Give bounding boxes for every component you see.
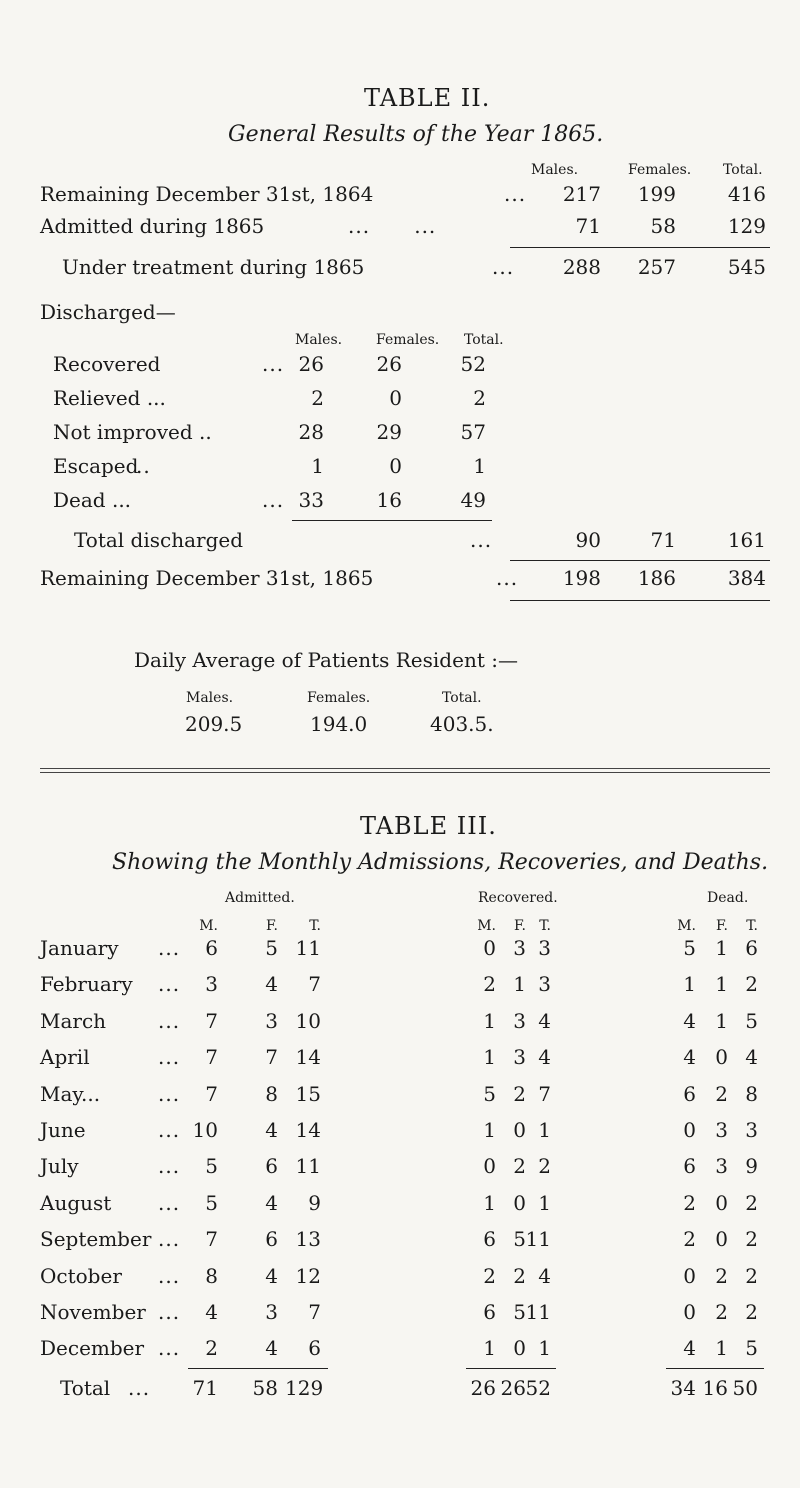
dead-cell: 2 [745, 1227, 758, 1252]
month-label: July [40, 1154, 79, 1179]
dead-cell: 3 [715, 1154, 728, 1179]
admitted-cell: 12 [295, 1263, 321, 1288]
recovered-subheader: F. [514, 918, 526, 934]
value-females: 58 [650, 214, 676, 238]
dead-cell: 3 [715, 1118, 728, 1142]
recovered-cell: 1 [483, 1045, 496, 1070]
admitted-cell: 7 [205, 1081, 218, 1106]
dead-cell: 2 [715, 1300, 728, 1324]
month-label: May... [40, 1081, 101, 1106]
discharged-value-females: 0 [389, 454, 402, 478]
daily-average-header-total: Total. [442, 690, 482, 706]
dead-cell: 9 [745, 1154, 758, 1179]
dead-cell: 1 [715, 972, 728, 997]
admitted-subheader: T. [309, 918, 321, 934]
admitted-cell: 5 [205, 1190, 218, 1215]
recovered-cell: 1 [538, 1190, 551, 1215]
table-ii-subtitle: General Results of the Year 1865. [228, 122, 604, 147]
leader-dots: ... [158, 1227, 181, 1252]
admitted-cell: 58 [252, 1376, 278, 1400]
recovered-cell: 11 [525, 1227, 551, 1252]
value-females: 199 [637, 182, 676, 206]
recovered-cell: 2 [513, 1081, 526, 1106]
recovered-cell: 1 [513, 972, 526, 997]
col-header-females: Females. [628, 162, 692, 178]
leader-dots: ... ... [348, 214, 437, 238]
admitted-cell: 8 [205, 1263, 218, 1288]
admitted-cell: 6 [265, 1227, 278, 1252]
leader-dots: ... [158, 1300, 181, 1324]
table-ii-title: TABLE II. [364, 84, 491, 112]
admitted-cell: 71 [192, 1376, 218, 1400]
dead-cell: 0 [683, 1118, 696, 1142]
leader-dots: ... [470, 528, 493, 552]
leader-dots: ... [158, 972, 181, 997]
discharged-header-males: Males. [295, 332, 343, 348]
dead-cell: 50 [732, 1376, 758, 1400]
recovered-subheader: M. [477, 918, 496, 934]
dead-cell: 0 [715, 1227, 728, 1252]
value-males: 198 [562, 566, 601, 590]
value-males: 288 [562, 255, 601, 279]
dead-cell: 2 [745, 972, 758, 997]
dead-cell: 2 [683, 1227, 696, 1252]
admitted-cell: 14 [295, 1118, 321, 1142]
group-header-admitted: Admitted. [225, 890, 295, 906]
value-total: 161 [727, 528, 766, 552]
daily-average-total: 403.5. [430, 712, 494, 736]
discharged-value-total: 1 [473, 454, 486, 478]
recovered-cell: 0 [483, 936, 496, 960]
value-total: 129 [727, 214, 766, 238]
admitted-cell: 5 [205, 1154, 218, 1179]
recovered-cell: 2 [513, 1154, 526, 1179]
dead-cell: 2 [745, 1300, 758, 1324]
total-rule [188, 1368, 328, 1369]
dead-cell: 2 [683, 1190, 696, 1215]
table-iii-subtitle: Showing the Monthly Admissions, Recoveries, and Deaths. [112, 850, 769, 875]
dead-subheader: F. [716, 918, 728, 934]
admitted-cell: 4 [265, 1190, 278, 1215]
admitted-cell: 129 [285, 1376, 324, 1400]
month-label: February [40, 972, 133, 997]
admitted-cell: 3 [265, 1300, 278, 1324]
discharged-row-label: Relieved ... [53, 386, 166, 410]
discharged-value-males: 2 [311, 386, 324, 410]
value-males: 90 [575, 528, 601, 552]
dead-subheader: T. [746, 918, 758, 934]
month-label: June [40, 1118, 86, 1142]
leader-dots: ... [158, 1336, 181, 1361]
recovered-cell: 1 [483, 1118, 496, 1142]
month-label: December [40, 1336, 145, 1361]
dead-cell: 5 [745, 1008, 758, 1033]
month-label: September [40, 1227, 152, 1252]
recovered-cell: 26 [470, 1376, 496, 1400]
value-females: 257 [637, 255, 676, 279]
dead-cell: 2 [715, 1081, 728, 1106]
admitted-cell: 10 [192, 1118, 218, 1142]
dead-cell: 2 [715, 1263, 728, 1288]
row-label-under-treatment: Under treatment during 1865 [62, 255, 365, 279]
discharged-value-total: 57 [460, 420, 486, 444]
leader-dots: ... [158, 1154, 181, 1179]
dead-cell: 0 [683, 1263, 696, 1288]
value-males: 217 [562, 182, 601, 206]
admitted-cell: 4 [265, 1263, 278, 1288]
recovered-cell: 5 [513, 1300, 526, 1324]
dead-cell: 4 [683, 1336, 696, 1361]
recovered-cell: 11 [525, 1300, 551, 1324]
dead-cell: 0 [715, 1190, 728, 1215]
recovered-cell: 0 [513, 1336, 526, 1361]
discharged-value-males: 33 [298, 488, 324, 512]
leader-dots: ... [492, 255, 515, 279]
discharged-value-males: 1 [311, 454, 324, 478]
dead-cell: 4 [745, 1045, 758, 1070]
leader-dots: ... [158, 1263, 181, 1288]
leader-dots: ... [262, 488, 285, 512]
dead-cell: 2 [745, 1263, 758, 1288]
discharged-header-females: Females. [376, 332, 440, 348]
daily-average-females: 194.0 [310, 712, 368, 736]
recovered-cell: 1 [538, 1336, 551, 1361]
section-divider [40, 768, 770, 773]
recovered-cell: 26 [500, 1376, 526, 1400]
month-label: April [40, 1045, 90, 1070]
recovered-cell: 3 [513, 1008, 526, 1033]
value-males: 71 [575, 214, 601, 238]
dead-cell: 6 [683, 1154, 696, 1179]
value-females: 71 [650, 528, 676, 552]
value-total: 545 [727, 255, 766, 279]
total-row-label: Total [60, 1376, 111, 1400]
row-label-remaining-1865: Remaining December 31st, 1865 [40, 566, 374, 590]
leader-dots: ... [158, 1081, 181, 1106]
dead-cell: 16 [702, 1376, 728, 1400]
admitted-cell: 7 [205, 1045, 218, 1070]
month-label: March [40, 1008, 107, 1033]
leader-dots: .. [136, 454, 151, 478]
admitted-cell: 13 [295, 1227, 321, 1252]
dead-cell: 1 [683, 972, 696, 997]
recovered-cell: 2 [513, 1263, 526, 1288]
recovered-cell: 6 [483, 1300, 496, 1324]
recovered-cell: 2 [538, 1154, 551, 1179]
recovered-cell: 3 [538, 972, 551, 997]
recovered-cell: 0 [513, 1118, 526, 1142]
recovered-cell: 5 [513, 1227, 526, 1252]
recovered-cell: 0 [483, 1154, 496, 1179]
dead-cell: 8 [745, 1081, 758, 1106]
rule [510, 247, 770, 248]
dead-cell: 4 [683, 1008, 696, 1033]
recovered-cell: 0 [513, 1190, 526, 1215]
daily-average-header-males: Males. [186, 690, 234, 706]
discharged-value-males: 28 [298, 420, 324, 444]
recovered-subheader: T. [539, 918, 551, 934]
month-label: October [40, 1263, 122, 1288]
discharged-row-label: Dead ... [53, 488, 132, 512]
total-rule [666, 1368, 764, 1369]
discharged-value-females: 0 [389, 386, 402, 410]
leader-dots: ... [158, 1190, 181, 1215]
admitted-cell: 2 [205, 1336, 218, 1361]
dead-cell: 1 [715, 1008, 728, 1033]
leader-dots: ... [158, 1045, 181, 1070]
admitted-cell: 8 [265, 1081, 278, 1106]
discharged-row-label: Escaped [53, 454, 139, 478]
recovered-cell: 52 [525, 1376, 551, 1400]
col-header-total: Total. [723, 162, 763, 178]
discharged-value-females: 26 [376, 352, 402, 376]
leader-dots: ... [128, 1376, 151, 1400]
recovered-cell: 7 [538, 1081, 551, 1106]
recovered-cell: 5 [483, 1081, 496, 1106]
recovered-cell: 1 [483, 1008, 496, 1033]
row-label-admitted-1865: Admitted during 1865 [40, 214, 265, 238]
admitted-subheader: F. [266, 918, 278, 934]
admitted-cell: 9 [308, 1190, 321, 1215]
admitted-cell: 7 [205, 1227, 218, 1252]
discharged-value-total: 52 [460, 352, 486, 376]
rule [510, 560, 770, 561]
total-rule [466, 1368, 556, 1369]
recovered-cell: 4 [538, 1045, 551, 1070]
discharged-row-label: Not improved .. [53, 420, 212, 444]
recovered-cell: 6 [483, 1227, 496, 1252]
admitted-cell: 3 [205, 972, 218, 997]
table-iii-title: TABLE III. [360, 812, 497, 840]
recovered-cell: 1 [483, 1190, 496, 1215]
dead-cell: 1 [715, 936, 728, 960]
value-females: 186 [637, 566, 676, 590]
leader-dots: ... [158, 1118, 181, 1142]
admitted-cell: 4 [265, 972, 278, 997]
discharged-value-total: 49 [460, 488, 486, 512]
recovered-cell: 2 [483, 1263, 496, 1288]
dead-cell: 34 [670, 1376, 696, 1400]
dead-cell: 0 [715, 1045, 728, 1070]
admitted-cell: 14 [295, 1045, 321, 1070]
month-label: January [40, 936, 119, 960]
admitted-cell: 11 [295, 936, 321, 960]
recovered-cell: 3 [538, 936, 551, 960]
group-header-recovered: Recovered. [478, 890, 558, 906]
group-header-dead: Dead. [707, 890, 749, 906]
dead-cell: 6 [745, 936, 758, 960]
admitted-cell: 4 [265, 1336, 278, 1361]
discharged-value-females: 29 [376, 420, 402, 444]
dead-cell: 3 [745, 1118, 758, 1142]
daily-average-header-females: Females. [307, 690, 371, 706]
dead-subheader: M. [677, 918, 696, 934]
dead-cell: 6 [683, 1081, 696, 1106]
dead-cell: 2 [745, 1190, 758, 1215]
admitted-subheader: M. [199, 918, 218, 934]
row-label-total-discharged: Total discharged [74, 528, 244, 552]
recovered-cell: 1 [483, 1336, 496, 1361]
admitted-cell: 4 [265, 1118, 278, 1142]
discharged-label: Discharged— [40, 300, 176, 324]
value-total: 384 [727, 566, 766, 590]
admitted-cell: 7 [205, 1008, 218, 1033]
recovered-cell: 4 [538, 1263, 551, 1288]
recovered-cell: 2 [483, 972, 496, 997]
admitted-cell: 4 [205, 1300, 218, 1324]
leader-dots: ... [158, 936, 181, 960]
discharged-row-label: Recovered [53, 352, 161, 376]
leader-dots: ... [262, 352, 285, 376]
dead-cell: 0 [683, 1300, 696, 1324]
col-header-males: Males. [531, 162, 579, 178]
daily-average-males: 209.5 [185, 712, 243, 736]
recovered-cell: 3 [513, 1045, 526, 1070]
recovered-cell: 3 [513, 936, 526, 960]
dead-cell: 5 [683, 936, 696, 960]
month-label: November [40, 1300, 146, 1324]
admitted-cell: 7 [308, 972, 321, 997]
admitted-cell: 3 [265, 1008, 278, 1033]
value-total: 416 [727, 182, 766, 206]
admitted-cell: 7 [308, 1300, 321, 1324]
discharged-value-females: 16 [376, 488, 402, 512]
discharged-header-total: Total. [464, 332, 504, 348]
rule [510, 600, 770, 601]
admitted-cell: 6 [265, 1154, 278, 1179]
admitted-cell: 7 [265, 1045, 278, 1070]
discharged-value-males: 26 [298, 352, 324, 376]
dead-cell: 5 [745, 1336, 758, 1361]
leader-dots: ... [158, 1008, 181, 1033]
discharged-value-total: 2 [473, 386, 486, 410]
rule [292, 520, 492, 521]
recovered-cell: 1 [538, 1118, 551, 1142]
leader-dots: ... [496, 566, 519, 590]
row-label-remaining-1864: Remaining December 31st, 1864 [40, 182, 374, 206]
leader-dots: ... [504, 182, 527, 206]
dead-cell: 1 [715, 1336, 728, 1361]
month-label: August [40, 1190, 112, 1215]
dead-cell: 4 [683, 1045, 696, 1070]
admitted-cell: 11 [295, 1154, 321, 1179]
admitted-cell: 6 [205, 936, 218, 960]
recovered-cell: 4 [538, 1008, 551, 1033]
admitted-cell: 6 [308, 1336, 321, 1361]
admitted-cell: 10 [295, 1008, 321, 1033]
daily-average-label: Daily Average of Patients Resident :— [134, 648, 518, 672]
admitted-cell: 15 [295, 1081, 321, 1106]
admitted-cell: 5 [265, 936, 278, 960]
